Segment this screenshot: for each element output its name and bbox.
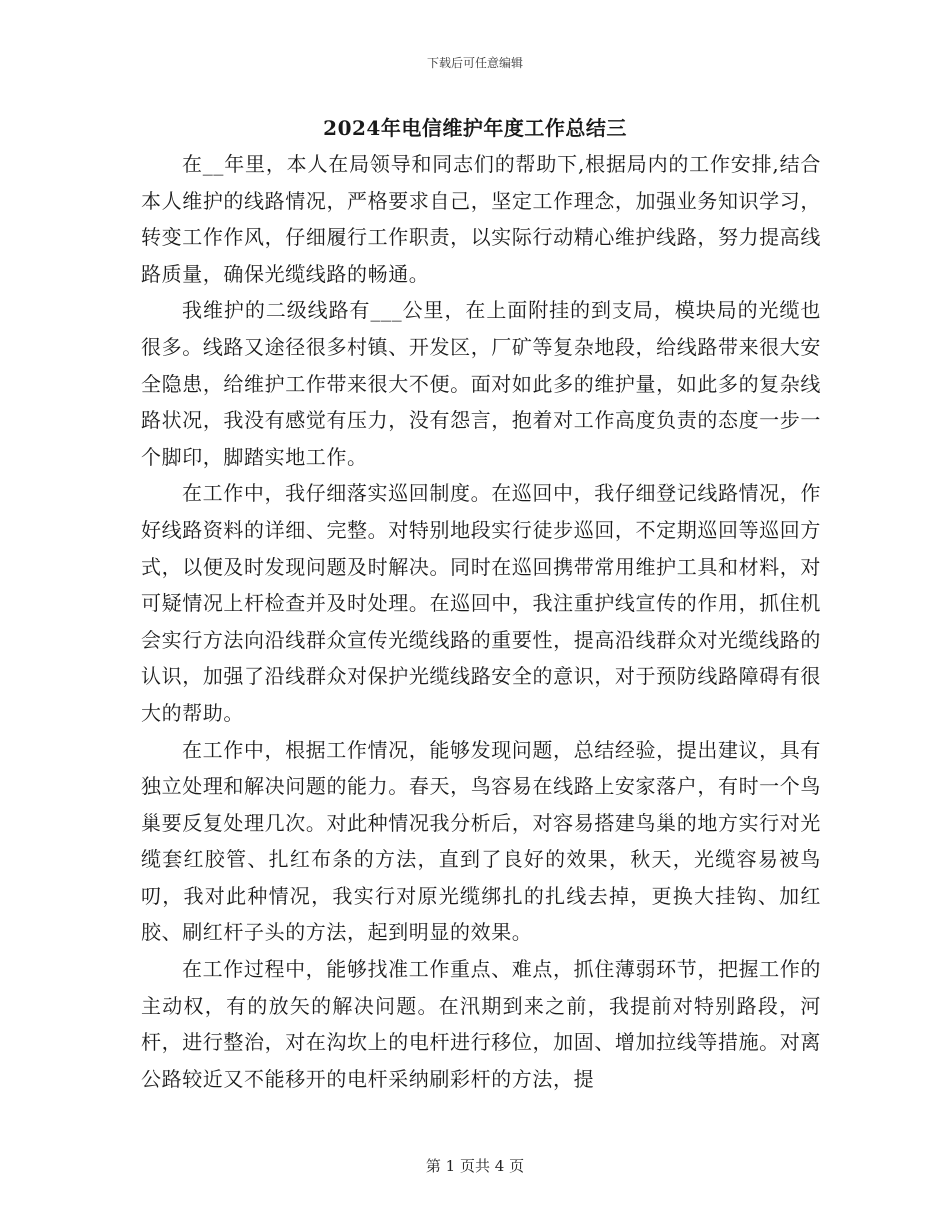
paragraph-2: 我维护的二级线路有___公里，在上面附挂的到支局，模块局的光缆也很多。线路又途径很多村镇、开发区，厂矿等复杂地段，给线路带来很大安全隐患，给维护工作带来很大不便。面对如此多的维护量，如此多的复杂线路状况，我没有感觉有压力，没有怨言，抱着对工作高度负责的态度一步一个脚印，脚踏实地工作。 xyxy=(141,298,821,469)
header-note: 下载后可任意编辑 xyxy=(426,56,523,70)
paragraph-1: 在__年里，本人在局领导和同志们的帮助下,根据局内的工作安排,结合本人维护的线路情况，严格要求自己，坚定工作理念，加强业务知识学习，转变工作作风，仔细履行工作职责，以实际行动精心维护线路，努力提高线路质量，确保光缆线路的畅通。 xyxy=(141,152,821,286)
paragraph-4: 在工作中，根据工作情况，能够发现问题，总结经验，提出建议，具有独立处理和解决问题的能力。春天，鸟容易在线路上安家落户，有时一个鸟巢要反复处理几次。对此种情况我分析后，对容易搭建鸟巢的地方实行对光缆套红胶管、扎红布条的方法，直到了良好的效果，秋天，光缆容易被鸟叨，我对此种情况，我实行对原光缆绑扎的扎线去掉，更换大挂钩、加红胶、刷红杆子头的方法，起到明显的效果。 xyxy=(141,737,821,945)
document-title: 2024年电信维护年度工作总结三 xyxy=(323,116,627,140)
page-footer: 第 1 页共 4 页 xyxy=(425,1157,525,1175)
paragraph-3: 在工作中，我仔细落实巡回制度。在巡回中，我仔细登记线路情况，作好线路资料的详细、完整。对特别地段实行徒步巡回，不定期巡回等巡回方式，以便及时发现问题及时解决。同时在巡回携带常用维护工具和材料，对可疑情况上杆检查并及时处理。在巡回中，我注重护线宣传的作用，抓住机会实行方法向沿线群众宣传光缆线路的重要性，提高沿线群众对光缆线路的认识，加强了沿线群众对保护光缆线路安全的意识，对于预防线路障碍有很大的帮助。 xyxy=(141,481,821,725)
document-body xyxy=(141,146,821,1097)
paragraph-5: 在工作过程中，能够找准工作重点、难点，抓住薄弱环节，把握工作的主动权，有的放矢的解决问题。在汛期到来之前，我提前对特别路段，河杆，进行整治，对在沟坎上的电杆进行移位，加固、增加拉线等措施。对离公路较近又不能移开的电杆采纳刷彩杆的方法，提 xyxy=(141,957,821,1091)
